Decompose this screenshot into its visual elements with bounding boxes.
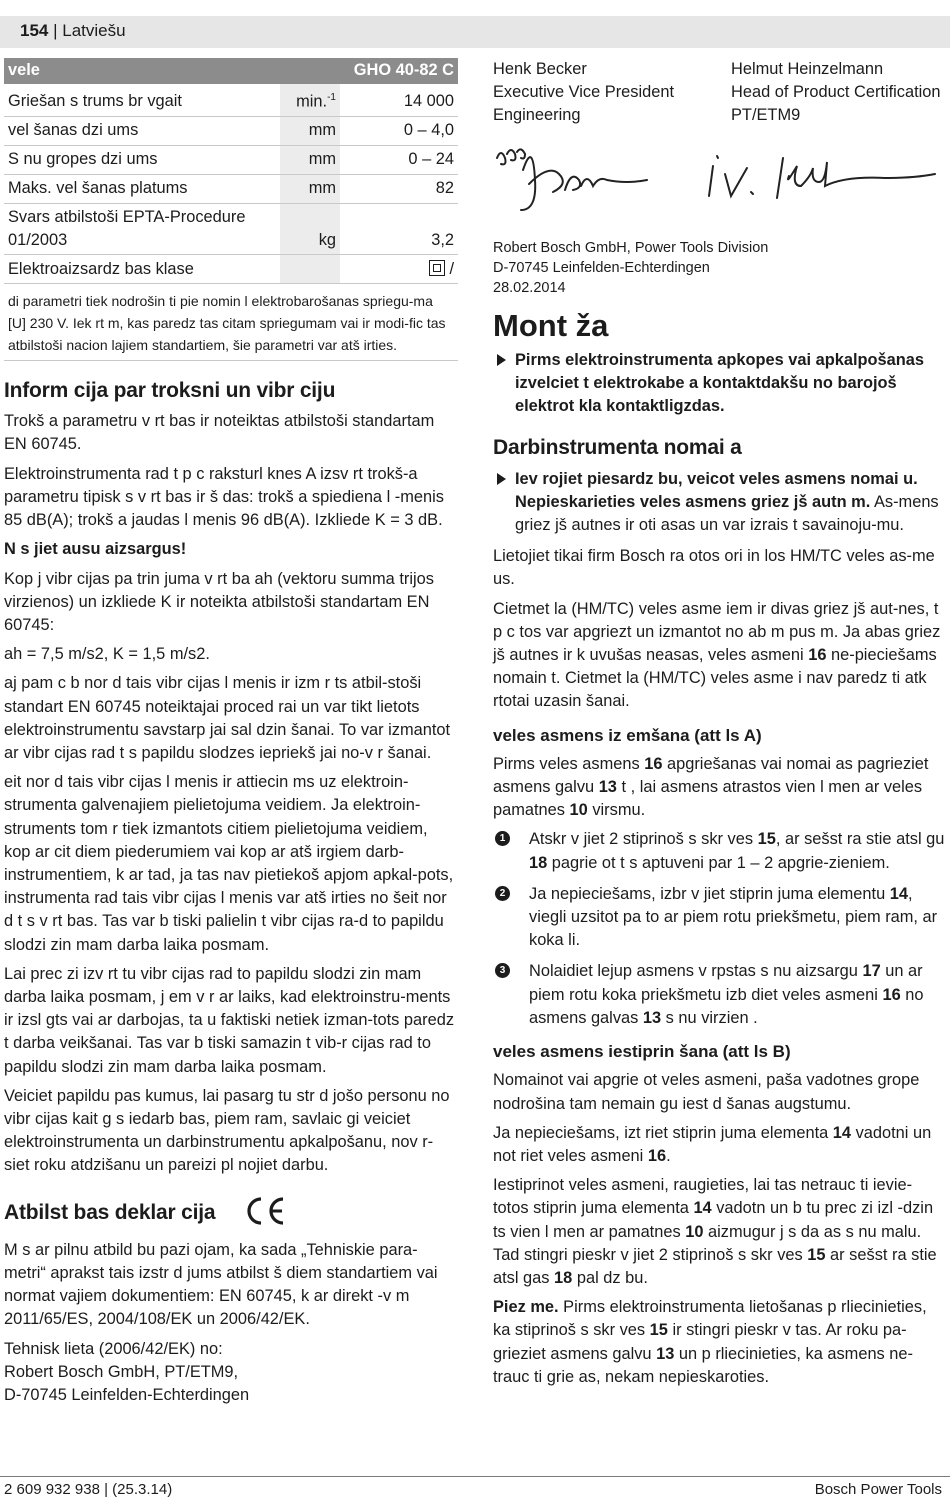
left-column [4, 58, 458, 1407]
noise-p1: Trokš a parametru v rt bas ir noteiktas atbilstoši standartam EN 60745. [4, 412, 435, 454]
spec-label: Elektroaizsardz bas klase [4, 255, 280, 284]
signature-area [493, 128, 945, 238]
page-header [0, 16, 950, 48]
text-span: Ja nepieciešams, izbr v jiet stiprin juma elementu [529, 884, 890, 903]
montage-p2 [493, 598, 945, 714]
table-row [4, 84, 458, 116]
conformity-l3: D-70745 Leinfelden-Echterdingen [4, 1386, 250, 1404]
spec-label: S nu gropes dzi ums [4, 145, 280, 174]
montage-p5 [493, 1122, 945, 1168]
ref-number: 13 [642, 1008, 662, 1027]
text-span: Pirms elektroinstrumenta lietošanas p rliecinieties, ka stiprinoš s skr ves [493, 1298, 927, 1340]
arrow-bullet-icon [497, 354, 506, 366]
spec-label: vel šanas dzi ums [4, 116, 280, 145]
header-text [20, 21, 126, 41]
text-span: s nu virzien . [661, 1008, 758, 1027]
noise-p9: Veiciet papildu pas kumus, lai pasarg tu str d jošo personu no vibr cijas kait g s iedarb bas, piem ram, savlaic gi veiciet elektroinstrumenta un darbinstrumentu apkalpošanu, nov r-siet roku atdzišanu un pareizi pl nojiet darbu. [4, 1086, 450, 1175]
montage-warning [493, 349, 945, 419]
table-row [4, 145, 458, 174]
spec-unit: min.$^{-1}$ [280, 84, 340, 116]
ref-number: 10 [569, 801, 588, 820]
ref-number: 16 [647, 1146, 667, 1165]
montage-p7 [493, 1296, 945, 1389]
footer-brand: Bosch Power Tools [814, 1481, 942, 1498]
table-row [4, 116, 458, 145]
text-span: . [666, 1146, 671, 1165]
text-span: aizmugur j s da as s nu malu. Tad stingri pieskr v jiet 2 stiprinoš s skr ves [493, 1222, 922, 1264]
header-separator: | [48, 21, 63, 40]
signatory-right-name: Helmut Heinzelmann [731, 60, 884, 78]
spec-unit: mm [280, 145, 340, 174]
header-language: Latviešu [62, 21, 126, 40]
step-3 [493, 960, 945, 1030]
ref-number: 16 [882, 985, 901, 1004]
tool-change-heading: Darbinstrumenta nomai a [493, 436, 742, 460]
blade-warning-bold: Iev rojiet piesardz bu, veicot veles asmens nomai u. Nepieskarieties veles asmens griez jš autn m. [515, 469, 918, 511]
company-l2: D-70745 Leinfelden-Echterdingen [493, 259, 710, 276]
text-span: virsmu. [587, 801, 646, 820]
montage-warning-text: Pirms elektroinstrumenta apkopes vai apkalpošanas izvelciet t elektrokabe a kontaktdakšu no barojoš elektrot kla kontaktligzdas. [515, 350, 925, 416]
company-l1: Robert Bosch GmbH, Power Tools Division [493, 239, 769, 256]
noise-p5: ah = 7,5 m/s2, K = 1,5 m/s2. [4, 645, 210, 664]
spec-table [4, 58, 458, 284]
ref-number: 16 [644, 754, 663, 773]
text-span: pagrie ot t s aptuveni par 1 – 2 apgrie-zieniem. [547, 853, 890, 872]
noise-p6: aj pam c b nor d tais vibr cijas l menis ir izm r ts atbil-stoši standart EN 60745 noteiktajai proced rai un var tikt lietots elektroinstrumentu savstarp jai sal dzin šanai. To var izmantot ar vibr cijas rad t s papildu slodzes iepriekš jai no-v r šanai. [4, 674, 451, 762]
ref-number: 14 [832, 1123, 852, 1142]
montage-p3 [493, 753, 945, 823]
conformity-l2: Robert Bosch GmbH, PT/ETM9, [4, 1362, 239, 1381]
spec-note: di parametri tiek nodrošin ti pie nomin l elektrobarošanas spriegu-ma [U] 230 V. Iek rt m, kas paredz tas citam spriegumam vai ir modi-fic tas atbilstoši nacion lajiem standartiem, šie parametri var atš irties. [4, 284, 458, 361]
right-column [493, 58, 945, 1395]
text-span: un ar piem rotu koka priekšmetu izb diet veles asmeni [529, 962, 923, 1004]
arrow-bullet-icon [497, 473, 506, 485]
table-row [4, 203, 458, 254]
step-2-number-icon: 2 [495, 886, 510, 901]
protection-class-value: / [449, 259, 454, 278]
handwritten-signatures-icon [493, 128, 945, 228]
ref-number: 18 [529, 853, 548, 872]
step-3-number-icon: 3 [495, 963, 510, 978]
signatory-left [493, 58, 707, 128]
text-span: Pirms veles asmens [493, 754, 645, 773]
ce-mark-icon [243, 1196, 287, 1231]
text-span: , viegli uzsitot pa to ar piem rotu priekšmetu, piem ram, ar koka li. [529, 884, 938, 950]
ref-number: 15 [649, 1321, 668, 1340]
page-number: 154 [20, 21, 49, 40]
protection-class-icon [429, 260, 445, 276]
footer-divider [0, 1476, 950, 1477]
text-span: t , lai asmens atrastos vien l men ar veles pamatnes [493, 778, 923, 820]
conformity-l1: Tehnisk lieta (2006/42/EK) no: [4, 1339, 223, 1358]
text-span: Iestiprinot veles asmeni, raugieties, lai tas netrauc ti ievie-totos stiprin juma elementa [493, 1176, 913, 1218]
ref-number: 14 [693, 1199, 712, 1218]
table-row [4, 174, 458, 203]
text-span: Nolaidiet lejup asmens v rpstas s nu aizsargu [529, 962, 863, 981]
spec-value: 3,2 [340, 203, 458, 254]
signatory-names [493, 58, 945, 128]
ref-number: 15 [807, 1245, 826, 1264]
signatory-right-title2: PT/ETM9 [731, 106, 801, 125]
spec-value: 0 – 24 [340, 145, 458, 174]
text-span: vadotni un not riet veles asmeni [493, 1123, 932, 1165]
ref-number: 15 [757, 830, 776, 849]
montage-p1: Lietojiet tikai firm Bosch ra otos ori in los HM/TC veles as-me us. [493, 547, 935, 589]
text-span: Cietmet la (HM/TC) veles asme iem ir divas griez jš aut-nes, t p c tos var apgriezt un izmantot no ab m pus m. Ja abas griez jš autnes ir k uvušas neasas, veles asmeni [493, 599, 941, 665]
blade-warning-rest: As-mens griez jš autnes ir oti asas un var izrais t savainoju-mu. [515, 492, 939, 535]
step-1-number-icon: 1 [495, 831, 510, 846]
noise-p7: eit nor d tais vibr cijas l menis ir attiecin ms uz elektroin-strumenta galvenajiem pielietojuma veidiem. Ja elektroin-struments tom r tiek izmantots citiem pielietojuma veidiem, kop ar cit diem piederumiem vai kop ar atš irgiem darb-instrumentiem, k ar tad, ja tas nav pietiekoš apjom apkal-pots, instrumenta rad tais vibr cijas l menis var atš irties no šeit nor d t s v rt bas. Tas var b tiski palielin t vibr cijas ra-d to papildu slodzi zin mam darba laika posmam. [4, 773, 454, 954]
signature-date: 28.02.2014 [493, 279, 566, 296]
ref-number: 13 [656, 1344, 675, 1363]
signatory-right-title1: Head of Product Certification [731, 83, 941, 102]
spec-unit: mm [280, 116, 340, 145]
text-span: Atskr v jiet 2 stiprinoš s skr ves [529, 830, 758, 849]
text-span: pal dz bu. [572, 1268, 648, 1287]
text-span: un p rliecinieties, ka asmens ne-trauc ti grie as, nekam nepieskaroties. [493, 1344, 914, 1386]
noise-p4: Kop j vibr cijas pa trin juma v rt ba ah (vektoru summa trijos virzienos) un izkliede K ir noteikta atbilstoši standartam EN 60745: [4, 569, 434, 634]
signatory-right [731, 58, 945, 128]
signatory-left-title1: Executive Vice President [493, 83, 675, 102]
blade-warning [493, 468, 945, 538]
noise-heading: Inform cija par troksni un vibr ciju [4, 379, 336, 403]
text-span: Ja nepieciešams, izt riet stiprin juma elementa [493, 1123, 833, 1142]
text-span: vadotn un b tu prec zi izl -dzin ts vien l men ar pamatnes [493, 1199, 934, 1241]
spec-unit: kg [280, 203, 340, 254]
ref-number: 14 [889, 884, 908, 903]
signatory-left-name: Henk Becker [493, 60, 587, 78]
noise-p2: Elektroinstrumenta rad t p c raksturl knes A izsv rt trokš-a parametru tipisk s v rt bas ir š das: trokš a spiediena l -menis 85 dB(A); trokš a jaudas l menis 96 dB(A). Izkliede K = 3 dB. [4, 464, 444, 530]
signatory-left-title2: Engineering [493, 106, 581, 125]
ref-number: 10 [685, 1222, 704, 1241]
note-label: Piez me. [493, 1298, 559, 1317]
text-span: ar sešst ra stie atsl gas [493, 1245, 937, 1287]
conformity-p1: M s ar pilnu atbild bu pazi ojam, ka sada „Tehniskie para-metri“ aprakst tais izstr d jums atbilst š diem standartiem vai normat vajiem dokumentiem: EN 60745, k ar direkt -v m 2011/65/ES, 2004/108/EK un 2006/42/EK. [4, 1240, 438, 1329]
spec-table-header [4, 58, 458, 84]
spec-label: Svars atbilstoši EPTA-Procedure 01/2003 [4, 203, 280, 254]
spec-title: vele [4, 58, 340, 84]
spec-value: 0 – 4,0 [340, 116, 458, 145]
text-span: apgriešanas vai nomai as pagrieziet asmens galvu [493, 754, 929, 797]
step-1 [493, 828, 945, 874]
ref-number: 13 [598, 778, 617, 797]
footer-doc-number: 2 609 932 938 | (25.3.14) [4, 1481, 173, 1498]
spec-value: 14 000 [340, 84, 458, 116]
montage-p6 [493, 1174, 945, 1290]
text-span: , ar sešst ra stie atsl gu [775, 830, 945, 849]
text-span: no asmens galvas [529, 985, 924, 1027]
spec-label: Maks. vel šanas platums [4, 174, 280, 203]
text-span: ir stingri pieskr v tas. Ar roku pa-grieziet asmens galvu [493, 1321, 907, 1363]
ref-number: 18 [554, 1268, 573, 1287]
montage-heading: Mont ža [493, 307, 609, 343]
blade-removal-heading: veles asmens iz emšana (att ls A) [493, 725, 762, 745]
ref-number: 16 [808, 646, 827, 665]
spec-label: Griešan s trums br vgait [4, 84, 280, 116]
spec-value [340, 255, 458, 284]
table-row [4, 255, 458, 284]
step-2 [493, 883, 945, 953]
spec-value: 82 [340, 174, 458, 203]
spec-model: GHO 40-82 C [340, 58, 458, 84]
noise-warning: N s jiet ausu aizsargus! [4, 540, 187, 559]
ref-number: 17 [862, 962, 881, 981]
spec-unit [280, 255, 340, 284]
text-span: ne-pieciešams nomain t. Cietmet la (HM/TC) veles asme i nav paredz ti atk rtotai uzasin šanai. [493, 646, 937, 711]
montage-p4: Nomainot vai apgrie ot veles asmeni, paša vadotnes grope nodrošina tam nemain gu iest d šanas augstumu. [493, 1071, 920, 1113]
spec-unit: mm [280, 174, 340, 203]
conformity-heading [4, 1196, 458, 1231]
blade-insert-heading: veles asmens iestiprin šana (att ls B) [493, 1042, 791, 1062]
conformity-heading-text: Atbilst bas deklar cija [4, 1200, 216, 1224]
noise-p8: Lai prec zi izv rt tu vibr cijas rad to papildu slodzi zin mam darba laika posmam, j em v r ar laiks, kad elektroinstru-ments ir izsl gts vai ar darbojas, ta u faktiski netiek izman-tots paredz t darba veikšanai. Tas var b tiski samazin t vib-r cijas rad to papildu slodzi zin mam darba laika posmam. [4, 964, 455, 1076]
